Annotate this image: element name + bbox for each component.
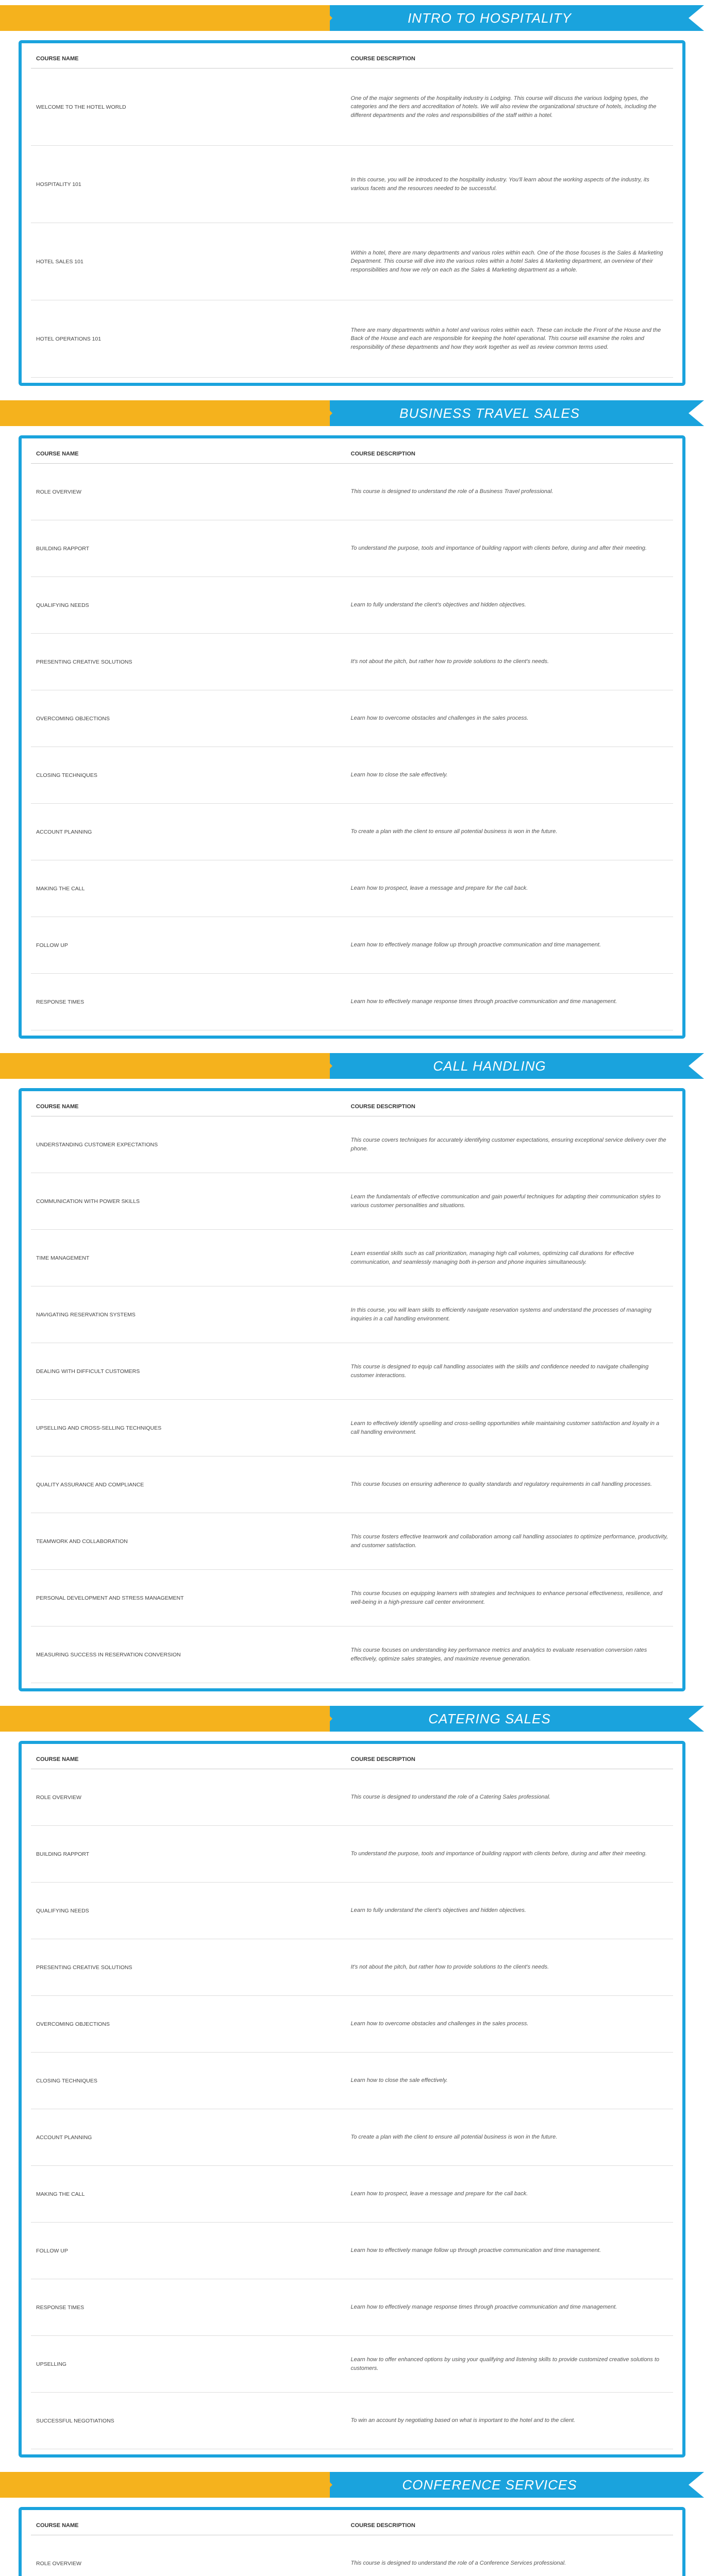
course-name: UNDERSTANDING CUSTOMER EXPECTATIONS bbox=[31, 1116, 346, 1173]
course-description: To create a plan with the client to ensure all potential business is won in the future. bbox=[346, 2109, 673, 2166]
course-name: CLOSING TECHNIQUES bbox=[31, 747, 346, 804]
course-table-panel bbox=[19, 1088, 685, 1691]
course-table bbox=[31, 445, 673, 1030]
course-description: This course is designed to understand the role of a Conference Services professional. bbox=[346, 2535, 673, 2576]
course-name: MEASURING SUCCESS IN RESERVATION CONVERSION bbox=[31, 1626, 346, 1683]
table-row bbox=[31, 917, 673, 974]
table-row bbox=[31, 146, 673, 223]
course-table-panel bbox=[19, 40, 685, 386]
course-name: DEALING WITH DIFFICULT CUSTOMERS bbox=[31, 1343, 346, 1400]
column-header-course-description: COURSE DESCRIPTION bbox=[346, 2516, 673, 2535]
table-header bbox=[31, 445, 673, 464]
table-row bbox=[31, 804, 673, 860]
course-description: Within a hotel, there are many departments and various roles within each. One of the those focuses is the Sales & Marketing Department. This course will dive into the various roles within a hotel Sales & Marketing department, an overview of their responsibilities and how we rely on each as the Sales & Marketing department as a whole. bbox=[346, 223, 673, 300]
course-description: Learn how to effectively manage follow up through proactive communication and time management. bbox=[346, 917, 673, 974]
table-row bbox=[31, 1173, 673, 1230]
course-description: This course is designed to understand the role of a Business Travel professional. bbox=[346, 464, 673, 520]
table-row bbox=[31, 2279, 673, 2336]
course-name: PRESENTING CREATIVE SOLUTIONS bbox=[31, 634, 346, 690]
column-header-course-description: COURSE DESCRIPTION bbox=[346, 49, 673, 69]
course-name: ACCOUNT PLANNING bbox=[31, 804, 346, 860]
header-row bbox=[31, 49, 673, 69]
section-banner bbox=[0, 395, 704, 431]
course-name: MAKING THE CALL bbox=[31, 860, 346, 917]
course-table-panel bbox=[19, 435, 685, 1039]
course-description: One of the major segments of the hospitality industry is Lodging. This course will discuss the various lodging types, the categories and the tiers and accreditation of hotels. We will also review the organizational structure of hotels, including the different departments and the roles and responsibilities of the staff within a hotel. bbox=[346, 69, 673, 146]
table-row bbox=[31, 1939, 673, 1996]
course-name: CLOSING TECHNIQUES bbox=[31, 2053, 346, 2109]
course-description: To create a plan with the client to ensure all potential business is won in the future. bbox=[346, 804, 673, 860]
course-table-panel bbox=[19, 2507, 685, 2576]
table-row bbox=[31, 1626, 673, 1683]
table-row bbox=[31, 2223, 673, 2279]
course-description: To understand the purpose, tools and importance of building rapport with clients before, during and after their meeting. bbox=[346, 520, 673, 577]
table-row bbox=[31, 1230, 673, 1286]
table-row bbox=[31, 1826, 673, 1883]
course-description: Learn how to effectively manage follow up through proactive communication and time management. bbox=[346, 2223, 673, 2279]
course-description: Learn how to prospect, leave a message and prepare for the call back. bbox=[346, 2166, 673, 2223]
table-row bbox=[31, 1116, 673, 1173]
course-name: PERSONAL DEVELOPMENT AND STRESS MANAGEMENT bbox=[31, 1570, 346, 1626]
section-gap bbox=[0, 386, 704, 395]
course-description: Learn how to effectively manage response times through proactive communication and time management. bbox=[346, 974, 673, 1030]
banner-arrow bbox=[320, 2472, 332, 2498]
table-header bbox=[31, 2516, 673, 2535]
banner-left-bar bbox=[0, 2472, 330, 2498]
course-name: BUILDING RAPPORT bbox=[31, 1826, 346, 1883]
section-banner bbox=[0, 0, 704, 36]
banner-right-notch bbox=[689, 1053, 704, 1079]
column-header-course-description: COURSE DESCRIPTION bbox=[346, 1750, 673, 1769]
column-header-course-name: COURSE NAME bbox=[31, 49, 346, 69]
course-description: It's not about the pitch, but rather how to provide solutions to the client's needs. bbox=[346, 634, 673, 690]
course-section bbox=[0, 0, 704, 395]
table-header bbox=[31, 1750, 673, 1769]
banner-arrow bbox=[320, 1053, 332, 1079]
course-description: There are many departments within a hotel and various roles within each. These can include the Front of the House and the Back of the House and each are responsible for keeping the hotel operational. This course will examine the roles and responsibility of these departments and how they work together as well as review common terms used. bbox=[346, 300, 673, 378]
table-row bbox=[31, 2393, 673, 2449]
course-description: Learn to effectively identify upselling and cross-selling opportunities while maintaining customer satisfaction and loyalty in a call handling environment. bbox=[346, 1400, 673, 1456]
course-description: Learn how to offer enhanced options by using your qualifying and listening skills to provide customized creative solutions to customers. bbox=[346, 2336, 673, 2393]
course-description: Learn how to prospect, leave a message and prepare for the call back. bbox=[346, 860, 673, 917]
course-description: Learn how to close the sale effectively. bbox=[346, 747, 673, 804]
table-row bbox=[31, 690, 673, 747]
course-description: Learn the fundamentals of effective communication and gain powerful techniques for adapting their communication styles to various customer personalities and situations. bbox=[346, 1173, 673, 1230]
table-row bbox=[31, 2166, 673, 2223]
course-name: PRESENTING CREATIVE SOLUTIONS bbox=[31, 1939, 346, 1996]
column-header-course-description: COURSE DESCRIPTION bbox=[346, 445, 673, 464]
course-description: In this course, you will learn skills to efficiently navigate reservation systems and understand the processes of managing inquiries in a call handling environment. bbox=[346, 1286, 673, 1343]
table-row bbox=[31, 2053, 673, 2109]
section-title: CATERING SALES bbox=[428, 1711, 551, 1726]
table-row bbox=[31, 577, 673, 634]
course-description: This course focuses on ensuring adherence to quality standards and regulatory requirements in call handling processes. bbox=[346, 1456, 673, 1513]
course-name: UPSELLING AND CROSS-SELLING TECHNIQUES bbox=[31, 1400, 346, 1456]
course-name: RESPONSE TIMES bbox=[31, 974, 346, 1030]
section-banner bbox=[0, 2467, 704, 2503]
course-name: ROLE OVERVIEW bbox=[31, 464, 346, 520]
course-description: This course focuses on equipping learners with strategies and techniques to enhance personal effectiveness, resilience, and well-being in a high-pressure call center environment. bbox=[346, 1570, 673, 1626]
course-description: Learn how to overcome obstacles and challenges in the sales process. bbox=[346, 1996, 673, 2053]
course-section bbox=[0, 1048, 704, 1701]
course-name: HOTEL OPERATIONS 101 bbox=[31, 300, 346, 378]
course-name: TEAMWORK AND COLLABORATION bbox=[31, 1513, 346, 1570]
table-row bbox=[31, 2109, 673, 2166]
course-name: MAKING THE CALL bbox=[31, 2166, 346, 2223]
course-name: UPSELLING bbox=[31, 2336, 346, 2393]
course-description: This course is designed to understand the role of a Catering Sales professional. bbox=[346, 1769, 673, 1826]
table-row bbox=[31, 464, 673, 520]
course-name: HOTEL SALES 101 bbox=[31, 223, 346, 300]
banner-right-notch bbox=[689, 1706, 704, 1732]
course-name: TIME MANAGEMENT bbox=[31, 1230, 346, 1286]
course-name: OVERCOMING OBJECTIONS bbox=[31, 690, 346, 747]
banner-right-notch bbox=[689, 2472, 704, 2498]
course-section bbox=[0, 395, 704, 1048]
course-description: Learn how to overcome obstacles and challenges in the sales process. bbox=[346, 690, 673, 747]
table-row bbox=[31, 1513, 673, 1570]
table-row bbox=[31, 1400, 673, 1456]
section-title: INTRO TO HOSPITALITY bbox=[407, 10, 572, 26]
course-section bbox=[0, 2467, 704, 2576]
course-description: To understand the purpose, tools and importance of building rapport with clients before, during and after their meeting. bbox=[346, 1826, 673, 1883]
header-row bbox=[31, 2516, 673, 2535]
course-name: RESPONSE TIMES bbox=[31, 2279, 346, 2336]
table-body bbox=[31, 1116, 673, 1683]
course-description: In this course, you will be introduced to the hospitality industry. You'll learn about the working aspects of the industry, its various facets and the resources needed to be successful. bbox=[346, 146, 673, 223]
section-banner bbox=[0, 1048, 704, 1084]
course-description: Learn to fully understand the client's objectives and hidden objectives. bbox=[346, 577, 673, 634]
course-table bbox=[31, 49, 673, 378]
course-description: This course fosters effective teamwork and collaboration among call handling associates to optimize performance, productivity, and customer satisfaction. bbox=[346, 1513, 673, 1570]
course-name: QUALIFYING NEEDS bbox=[31, 577, 346, 634]
course-name: SUCCESSFUL NEGOTIATIONS bbox=[31, 2393, 346, 2449]
banner-arrow bbox=[320, 1706, 332, 1732]
banner-left-bar bbox=[0, 5, 330, 31]
table-row bbox=[31, 1570, 673, 1626]
section-gap bbox=[0, 2458, 704, 2467]
column-header-course-name: COURSE NAME bbox=[31, 445, 346, 464]
section-title: CALL HANDLING bbox=[433, 1058, 546, 1074]
column-header-course-name: COURSE NAME bbox=[31, 1750, 346, 1769]
column-header-course-name: COURSE NAME bbox=[31, 1097, 346, 1116]
course-section bbox=[0, 1701, 704, 2467]
course-name: BUILDING RAPPORT bbox=[31, 520, 346, 577]
banner-right-notch bbox=[689, 5, 704, 31]
table-row bbox=[31, 1343, 673, 1400]
course-name: ACCOUNT PLANNING bbox=[31, 2109, 346, 2166]
table-body bbox=[31, 1769, 673, 2449]
course-name: NAVIGATING RESERVATION SYSTEMS bbox=[31, 1286, 346, 1343]
course-table bbox=[31, 1097, 673, 1683]
banner-arrow bbox=[320, 400, 332, 426]
course-description: Learn to fully understand the client's objectives and hidden objectives. bbox=[346, 1883, 673, 1939]
table-row bbox=[31, 1883, 673, 1939]
course-name: FOLLOW UP bbox=[31, 917, 346, 974]
table-row bbox=[31, 974, 673, 1030]
course-name: OVERCOMING OBJECTIONS bbox=[31, 1996, 346, 2053]
table-row bbox=[31, 634, 673, 690]
column-header-course-name: COURSE NAME bbox=[31, 2516, 346, 2535]
section-gap bbox=[0, 1039, 704, 1048]
course-description: Learn essential skills such as call prioritization, managing high call volumes, optimizing call durations for effective communication, and seamlessly managing both in-person and phone inquiries simultaneously. bbox=[346, 1230, 673, 1286]
header-row bbox=[31, 1750, 673, 1769]
course-name: ROLE OVERVIEW bbox=[31, 1769, 346, 1826]
course-description: This course focuses on understanding key performance metrics and analytics to evaluate reservation conversion rates effectively, optimize sales strategies, and maximize revenue generation. bbox=[346, 1626, 673, 1683]
course-table bbox=[31, 2516, 673, 2576]
course-description: Learn how to close the sale effectively. bbox=[346, 2053, 673, 2109]
table-row bbox=[31, 1286, 673, 1343]
banner-left-bar bbox=[0, 1706, 330, 1732]
table-header bbox=[31, 49, 673, 69]
table-row bbox=[31, 1769, 673, 1826]
table-row bbox=[31, 1996, 673, 2053]
column-header-course-description: COURSE DESCRIPTION bbox=[346, 1097, 673, 1116]
course-table-panel bbox=[19, 1741, 685, 2458]
table-body bbox=[31, 2535, 673, 2576]
header-row bbox=[31, 1097, 673, 1116]
table-row bbox=[31, 860, 673, 917]
course-description: This course covers techniques for accurately identifying customer expectations, ensuring exceptional service delivery over the phone. bbox=[346, 1116, 673, 1173]
course-table bbox=[31, 1750, 673, 2449]
banner-left-bar bbox=[0, 400, 330, 426]
course-name: COMMUNICATION WITH POWER SKILLS bbox=[31, 1173, 346, 1230]
course-name: WELCOME TO THE HOTEL WORLD bbox=[31, 69, 346, 146]
section-gap bbox=[0, 1691, 704, 1701]
table-row bbox=[31, 300, 673, 378]
table-row bbox=[31, 520, 673, 577]
course-name: HOSPITALITY 101 bbox=[31, 146, 346, 223]
banner-left-bar bbox=[0, 1053, 330, 1079]
table-body bbox=[31, 69, 673, 378]
header-row bbox=[31, 445, 673, 464]
table-row bbox=[31, 223, 673, 300]
table-body bbox=[31, 464, 673, 1030]
course-name: ROLE OVERVIEW bbox=[31, 2535, 346, 2576]
course-name: FOLLOW UP bbox=[31, 2223, 346, 2279]
course-name: QUALITY ASSURANCE AND COMPLIANCE bbox=[31, 1456, 346, 1513]
table-row bbox=[31, 69, 673, 146]
table-row bbox=[31, 2336, 673, 2393]
course-name: QUALIFYING NEEDS bbox=[31, 1883, 346, 1939]
banner-right-notch bbox=[689, 400, 704, 426]
course-description: Learn how to effectively manage response times through proactive communication and time management. bbox=[346, 2279, 673, 2336]
course-description: To win an account by negotiating based on what is important to the hotel and to the client. bbox=[346, 2393, 673, 2449]
table-row bbox=[31, 1456, 673, 1513]
course-description: This course is designed to equip call handling associates with the skills and confidence needed to navigate challenging customer interactions. bbox=[346, 1343, 673, 1400]
banner-arrow bbox=[320, 5, 332, 31]
table-header bbox=[31, 1097, 673, 1116]
section-banner bbox=[0, 1701, 704, 1737]
table-row bbox=[31, 747, 673, 804]
course-description: It's not about the pitch, but rather how to provide solutions to the client's needs. bbox=[346, 1939, 673, 1996]
section-title: BUSINESS TRAVEL SALES bbox=[399, 405, 580, 421]
section-title: CONFERENCE SERVICES bbox=[402, 2477, 577, 2493]
table-row bbox=[31, 2535, 673, 2576]
